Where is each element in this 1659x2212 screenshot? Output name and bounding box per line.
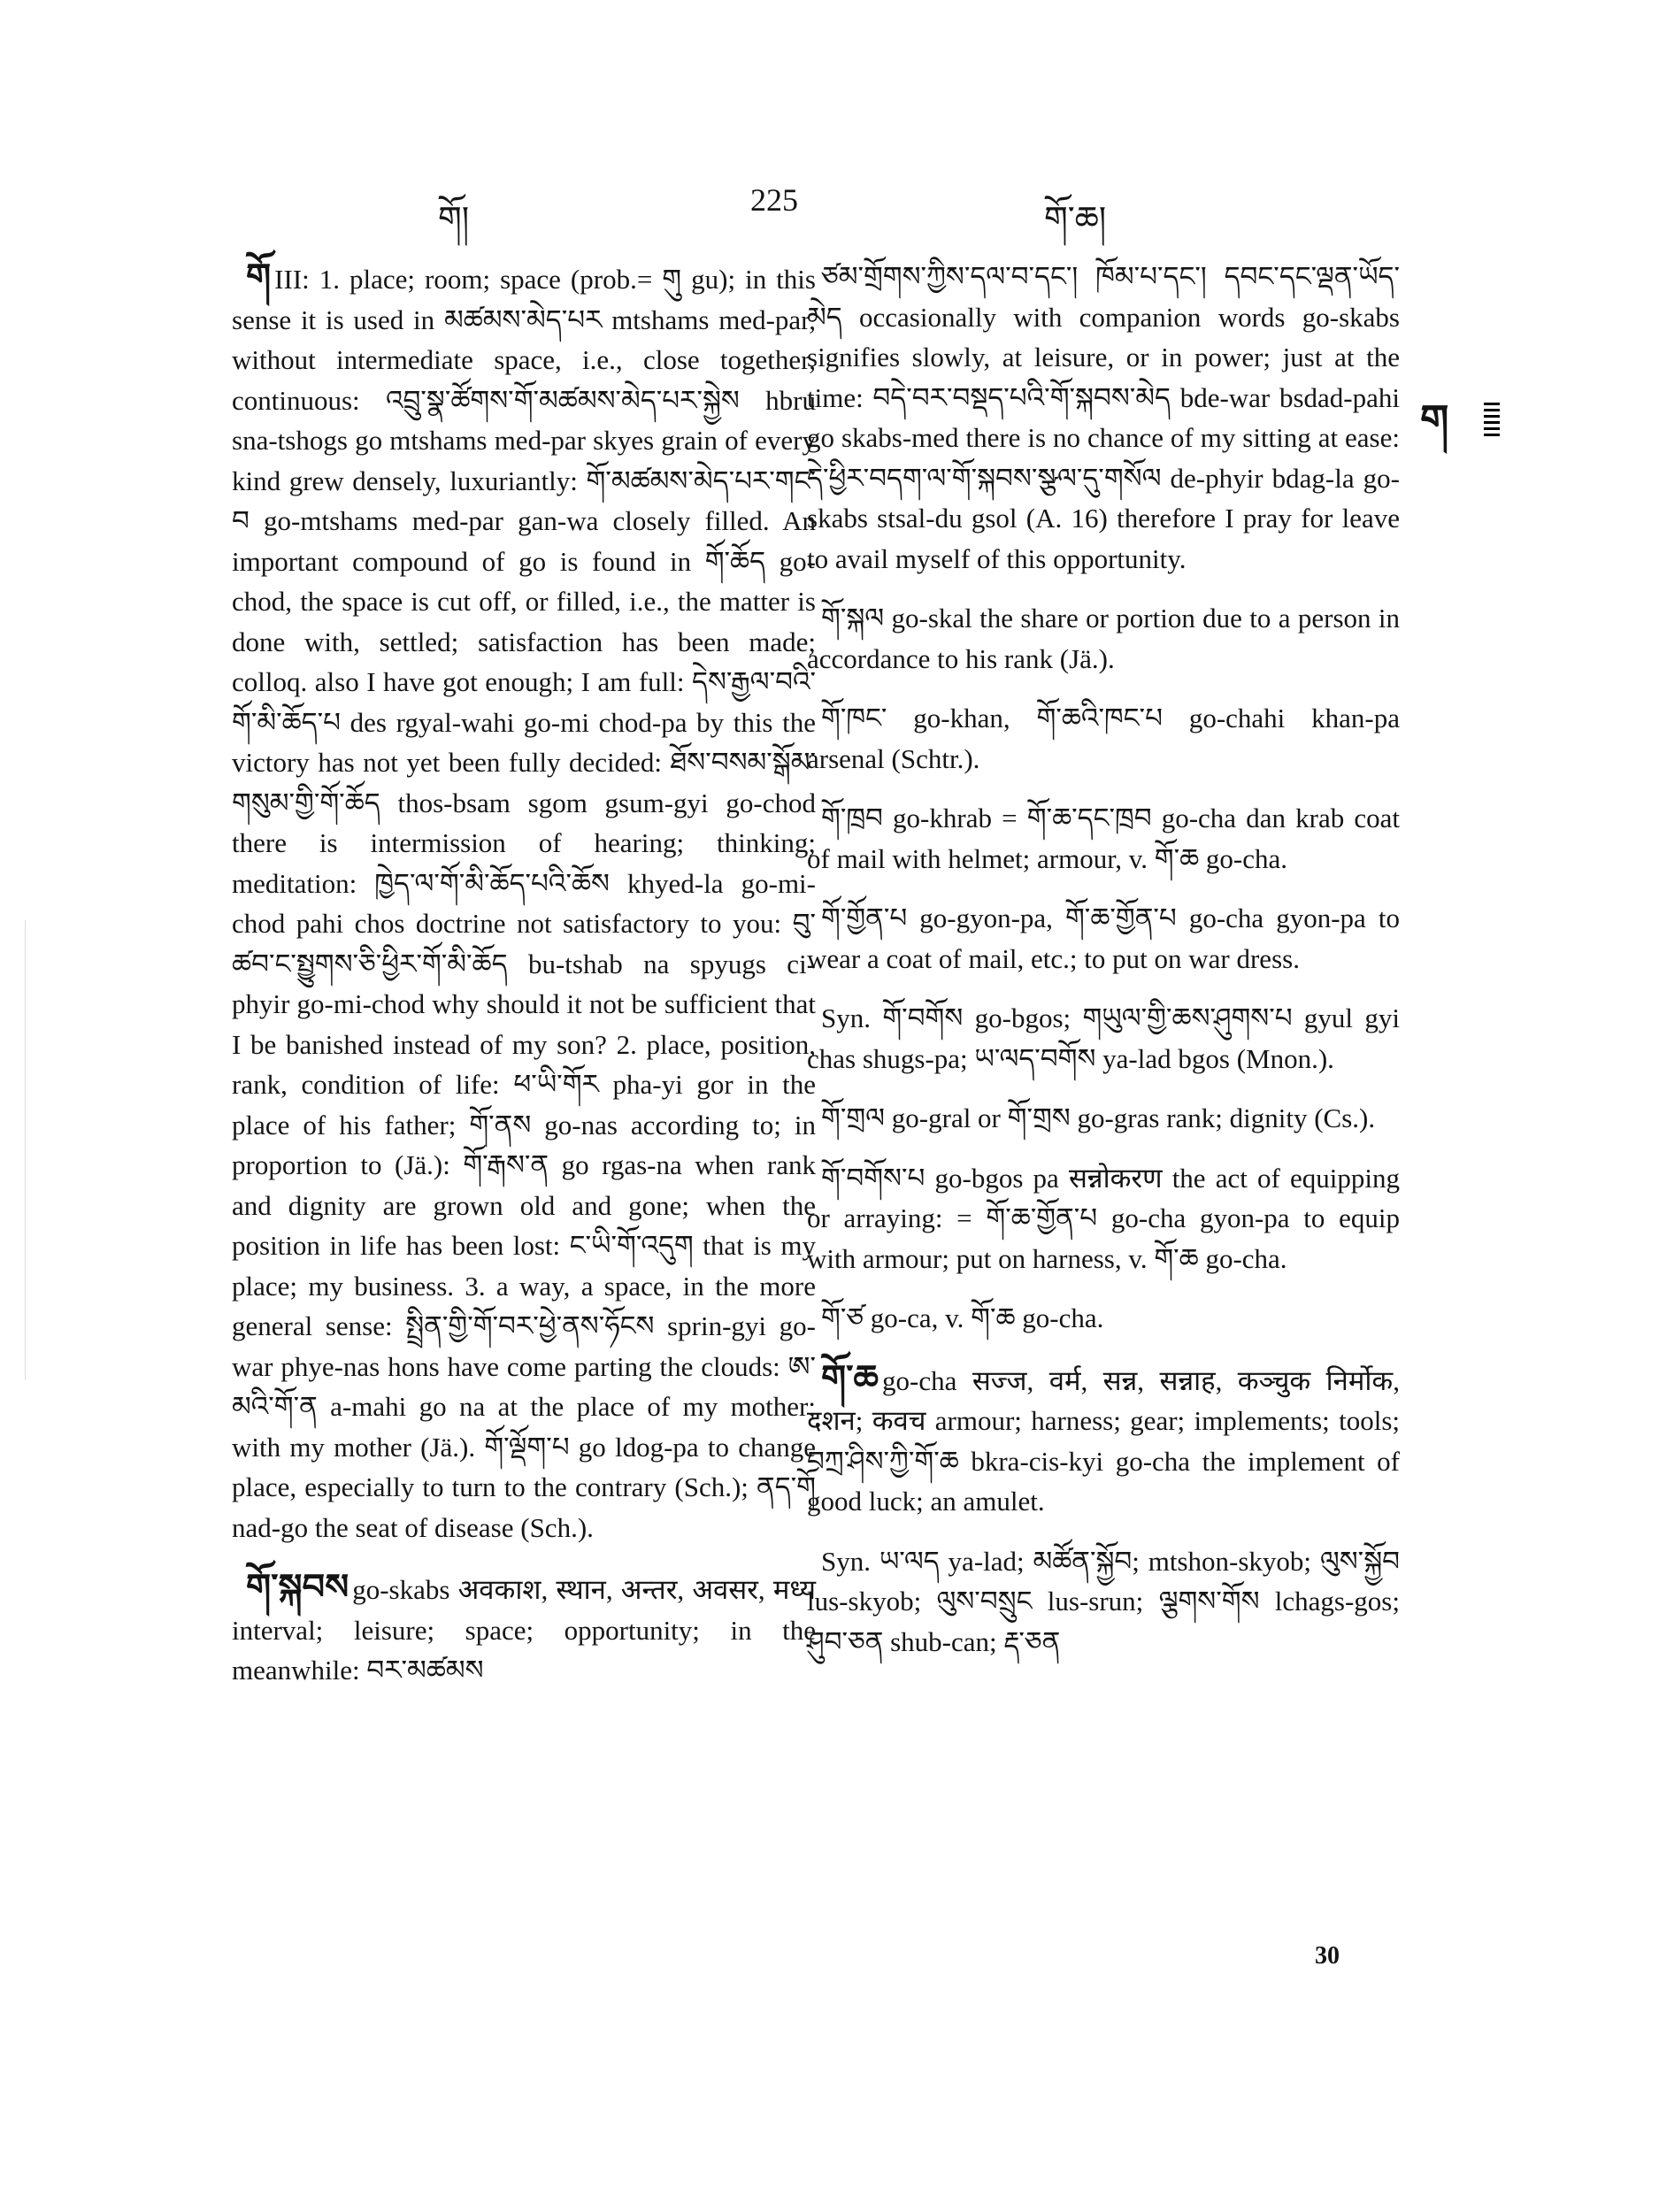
entry-headword: གོ: [246, 256, 272, 297]
thumb-index-letter: ག: [1420, 396, 1449, 443]
entry-go-bgos-pa: [807, 1158, 1400, 1279]
entry-body: གོ་ཁྲབ go-khrab = གོ་ཆ་དང་ཁྲབ go-cha dan krab coat of mail with helmet; armour, v. གོ་ཆ go-cha.: [807, 803, 1400, 874]
entry-syn-armour: [807, 998, 1400, 1079]
thumb-index-bars: [1484, 403, 1500, 438]
entry-go-skabs: [232, 1567, 816, 1691]
entry-body: III: 1. place; room; space (prob.= གུ gu); in this sense it is used in མཚམས་མེད་པར mtshams med-par, without intermediate space, i.e., close together, continuous: འབྲུ་སྣ་ཚོགས་གོ་མཚམས་མེད་པར་སྐྱེས hbru sna-tshogs go mtshams med-par skyes grain of every kind grew densely, luxuriantly: གོ་མཚམས་མེད་པར་གང་བ go-mtshams med-par gan-wa closely filled. An important compound of go is found in གོ་ཆོད go-chod, the space is cut off, or filled, i.e., the matter is done with, settled; satisfaction has been made; colloq. also I have got enough; I am full: དེས་རྒྱལ་བའི་གོ་མི་ཆོད་པ des rgyal-wahi go-mi chod-pa by this the victory has not yet been fully decided: ཐོས་བསམ་སྒོམ་གསུམ་གྱི་གོ་ཆོད thos-bsam sgom gsum-gyi go-chod there is intermission of hearing; thinking; meditation: ཁྱེད་ལ་གོ་མི་ཆོད་པའི་ཆོས khyed-la go-mi-chod pahi chos doctrine not satisfactory to you: བུ་ཚབ་ང་སྤྱུགས་ཅི་ཕྱིར་གོ་མི་ཆོད bu-tshab na spyugs ci-phyir go-mi-chod why should it not be sufficient that I be banished instead of my son? 2. place, position, rank, condition of life: ཕ་ཡི་གོར pha-yi gor in the place of his father; གོ་ནས go-nas according to; in proportion to (Jä.): གོ་རྒས་ན go rgas-na when rank and dignity are grown old and gone; when the position in life has been lost: ང་ཡི་གོ་འདུག that is my place; my business. 3. a way, a space, in the more general sense: སྤྲིན་གྱི་གོ་བར་ཕྱེ་ནས་ཧོངས sprin-gyi go-war phye-nas hons have come parting the clouds: ཨ་མའི་གོ་ན a-mahi go na at the place of my mother; with my mother (Jä.). གོ་ལྡོག་པ go ldog-pa to change place, especially to turn to the contrary (Sch.); ནད་གོ nad-go the seat of disease (Sch.).: [232, 264, 816, 1543]
entry-go-khrab: [807, 798, 1400, 879]
entry-continuation: [807, 257, 1400, 579]
thumb-index-tab: [1420, 394, 1500, 445]
entry-headword: གོ་ཆ: [821, 1356, 879, 1399]
entry-body: གོ་སྐལ go-skal the share or portion due to a person in accordance to his rank (Jä.).: [807, 603, 1400, 674]
page-number: 225: [750, 182, 798, 218]
entry-body: ཙམ་གྲོགས་ཀྱིས་དལ་བ་དང་། ཁོམ་པ་དང་། དབང་དང་ལྡན་ཡོད་མེད occasionally with companion words go-skabs signifies slowly, at leisure, or in power; just at the time: བདེ་བར་བསྡད་པའི་གོ་སྐབས་མེད bde-war bsdad-pahi go skabs-med there is no chance of my sitting at ease: དེ་ཕྱིར་བདག་ལ་གོ་སྐབས་སྩལ་དུ་གསོལ de-phyir bdag-la go-skabs stsal-du gsol (A. 16) therefore I pray for leave to avail myself of this opportunity.: [807, 261, 1400, 574]
entry-body: go-cha सज्ज, वर्म, सन्न, सन्नाह, कञ्चुक निर्मोक, दशन; कवच armour; harness; gear; implements; tools; བཀྲ་ཤིས་ཀྱི་གོ་ཆ bkra-cis-kyi go-cha the implement of good luck; an amulet.: [807, 1364, 1400, 1517]
left-column: [232, 257, 816, 1710]
entry-body: go-skabs अवकाश, स्थान, अन्तर, अवसर, मध्य interval; leisure; space; opportunity; in the meanwhile: བར་མཚམས: [232, 1574, 816, 1686]
entry-body: གོ་ཙ go-ca, v. གོ་ཆ go-cha.: [821, 1302, 1104, 1333]
right-guide-word: གོ་ཆ།: [1044, 199, 1107, 238]
left-guide-word: གོ།: [438, 199, 470, 238]
signature-mark: 30: [1315, 1942, 1340, 1970]
entry-go-gral: [807, 1098, 1400, 1139]
entry-body: Syn. ཡ་ལད ya-lad; མཚོན་སྐྱོབ; mtshon-skyob; ལུས་སྐྱོབ lus-skyob; ལུས་བསྲུང lus-srun; ལྕགས་གོས lchags-gos; ཤུབ་ཅན shub-can; རྡ་ཅན: [807, 1545, 1400, 1657]
entry-body: གོ་གྲལ go-gral or གོ་གྲས go-gras rank; dignity (Cs.).: [821, 1102, 1376, 1133]
entry-go-khan: [807, 698, 1400, 779]
entry-body: Syn. གོ་བགོས go-bgos; གཡུལ་གྱི་ཆས་ཤུགས་པ gyul gyi chas shugs-pa; ཡ་ལད་བགོས ya-lad bgos (Mnon.).: [807, 1002, 1400, 1074]
entry-syn-go-cha: [807, 1541, 1400, 1663]
entry-go-cha: [807, 1358, 1400, 1522]
right-column: [807, 257, 1400, 1681]
scan-margin-line: [25, 920, 26, 1380]
entry-go-iii: [232, 257, 816, 1548]
entry-go-ca: [807, 1298, 1400, 1339]
entry-body: གོ་བགོས་པ go-bgos pa सन्नोकरण the act of equipping or arraying: = གོ་ཆ་གྱོན་པ go-cha gyon-pa to equip with armour; put on harness, v. གོ་ཆ go-cha.: [807, 1162, 1400, 1274]
entry-body: གོ་གྱོན་པ go-gyon-pa, གོ་ཆ་གྱོན་པ go-cha gyon-pa to wear a coat of mail, etc.; to put on war dress.: [807, 902, 1400, 974]
entry-headword: གོ་སྐབས: [246, 1566, 349, 1608]
entry-body: གོ་ཁང་ go-khan, གོ་ཆའི་ཁང་པ go-chahi khan-pa arsenal (Schtr.).: [807, 703, 1400, 774]
page-header: [0, 181, 1659, 238]
entry-go-skal: [807, 598, 1400, 679]
entry-go-gyon-pa: [807, 898, 1400, 979]
